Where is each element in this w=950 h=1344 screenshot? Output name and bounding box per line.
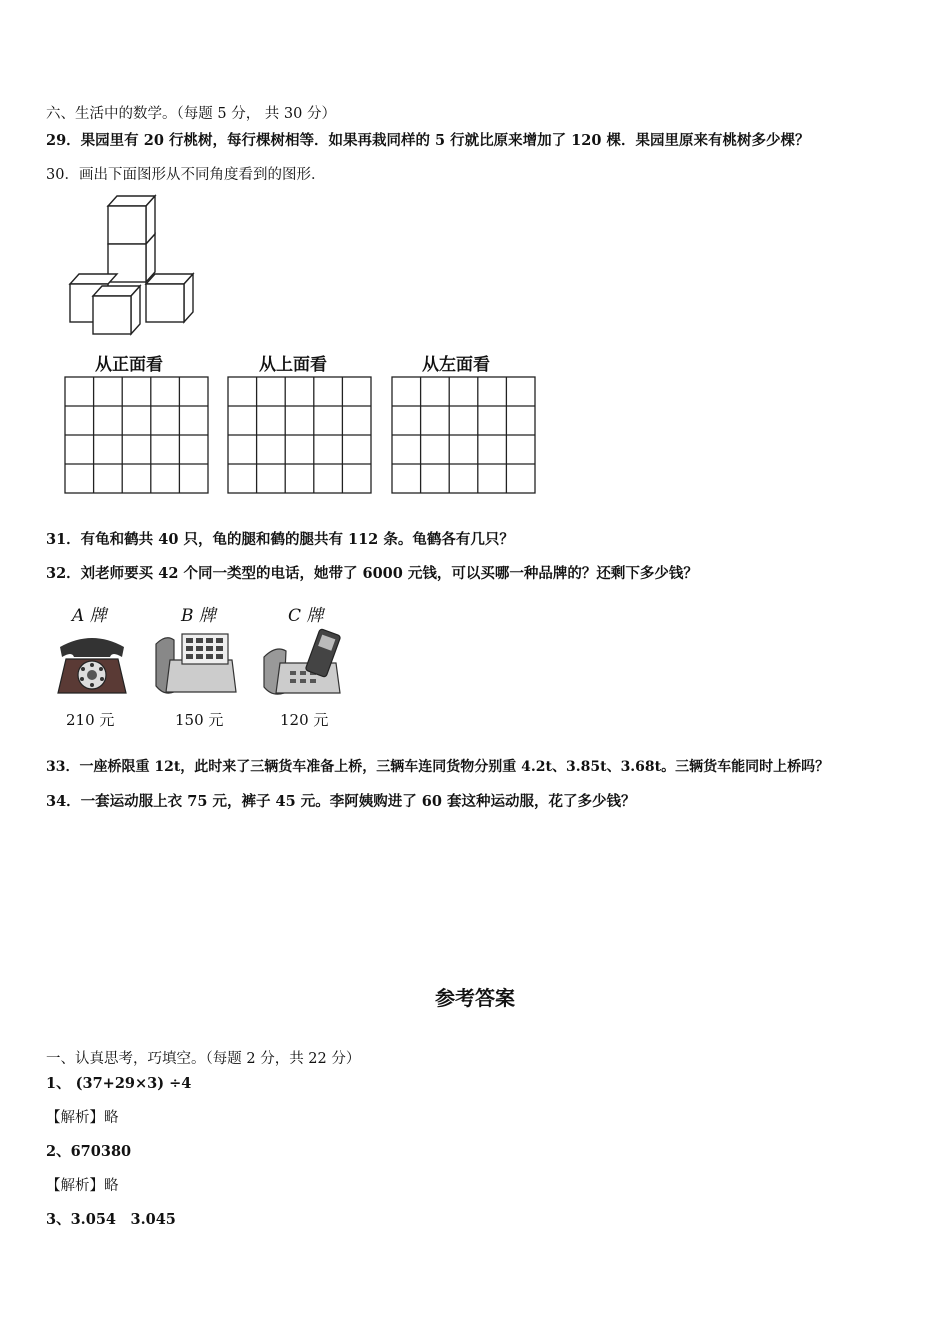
- answers-section1-heading: 一、认真思考，巧填空。（每题 2 分，共 22 分）: [46, 1051, 361, 1067]
- phone-c-label: C 牌: [288, 606, 324, 626]
- grid-top: [227, 376, 373, 496]
- question-29: 29．果园里有 20 行桃树，每行棵树相等．如果再栽同样的 5 行就比原来增加了 120 棵．果园里原来有桃树多少棵？: [46, 132, 810, 149]
- phone-b-price: 150 元: [175, 711, 224, 729]
- phone-a-price: 210 元: [66, 711, 115, 729]
- answer-3: 3、3.054 3.045: [46, 1211, 176, 1228]
- question-31: 31．有龟和鹤共 40 只，龟的腿和鹤的腿共有 112 条。龟鹤各有几只？: [46, 531, 514, 548]
- question-30: 30．画出下面图形从不同角度看到的图形．: [46, 167, 326, 183]
- answer-2: 2、670380: [46, 1143, 132, 1160]
- view-label-left: 从左面看: [422, 355, 490, 375]
- question-33: 33．一座桥限重 12t，此时来了三辆货车准备上桥，三辆车连同货物分别重 4.2t、3.85t、3.68t。三辆货车能同时上桥吗？: [46, 759, 830, 775]
- grid-left: [391, 376, 537, 496]
- answer-1: 1、 (37+29×3) ÷4: [46, 1075, 192, 1092]
- view-label-top: 从上面看: [259, 355, 327, 375]
- cordless-phone-icon: [260, 627, 344, 699]
- question-32: 32．刘老师要买 42 个同一类型的电话，她带了 6000 元钱，可以买哪一种品牌的？还剩下多少钱？: [46, 565, 698, 582]
- phone-c-price: 120 元: [280, 711, 329, 729]
- view-label-front: 从正面看: [95, 355, 163, 375]
- keypad-phone-icon: [152, 630, 238, 696]
- question-34: 34．一套运动服上衣 75 元，裤子 45 元。李阿姨购进了 60 套这种运动服，花了多少钱？: [46, 793, 636, 810]
- answer-1-note: 【解析】略: [46, 1110, 119, 1126]
- answer-2-note: 【解析】略: [46, 1178, 119, 1194]
- grid-front: [64, 376, 210, 496]
- answers-title: 参考答案: [435, 986, 515, 1010]
- rotary-phone-icon: [52, 627, 132, 699]
- phone-b-label: B 牌: [181, 606, 216, 626]
- cube-figure: [66, 192, 206, 337]
- phone-a-label: A 牌: [72, 606, 107, 626]
- section6-heading: 六、生活中的数学。（每题 5 分， 共 30 分）: [46, 106, 336, 122]
